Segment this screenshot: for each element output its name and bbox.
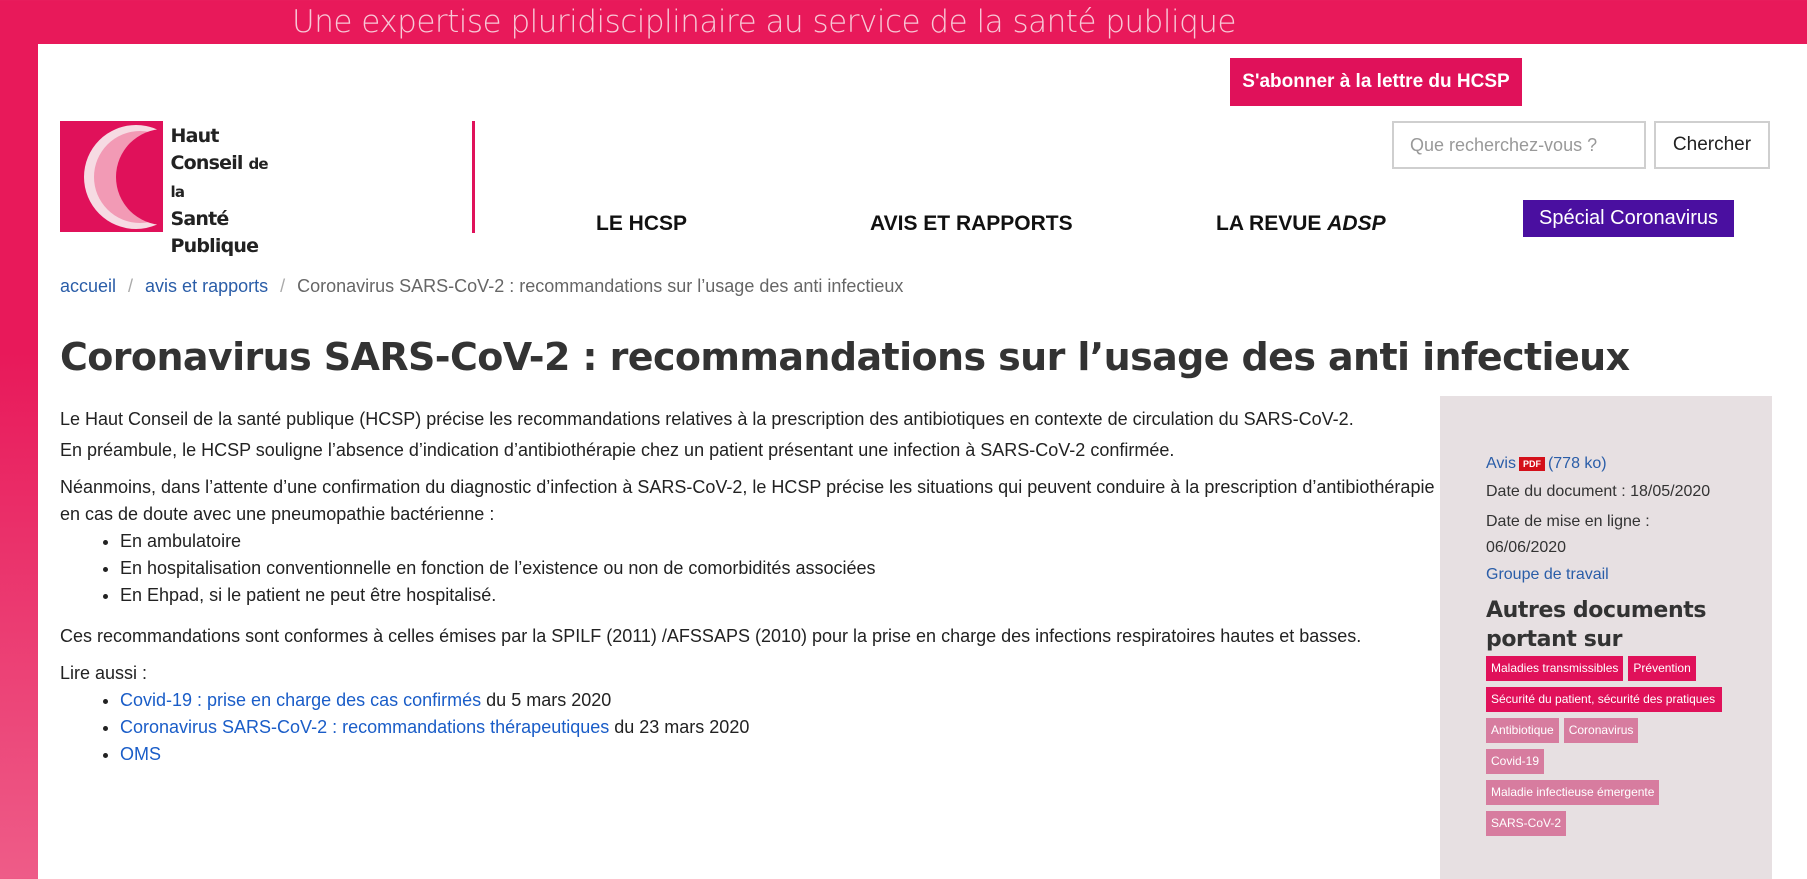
tag-coronavirus[interactable]: Coronavirus <box>1564 718 1639 743</box>
paragraph-conformity: Ces recommandations sont conformes à celles émises par la SPILF (2011) /AFSSAPS (2010) pour la prise en charge des infections respiratoires hautes et basses. <box>60 626 1362 646</box>
avis-pdf-size[interactable]: (778 ko) <box>1547 455 1607 472</box>
nav-avis-et-rapports[interactable]: AVIS ET RAPPORTS <box>870 212 1073 235</box>
list-item <box>120 687 1450 714</box>
workgroup-link[interactable]: Groupe de travail <box>1486 566 1609 583</box>
document-sidebar <box>1440 396 1772 879</box>
logo-line-haut: Haut <box>170 125 219 147</box>
article-content <box>60 406 1450 768</box>
related-link-date: du 5 mars 2020 <box>481 690 612 710</box>
logo-line-sante: Santé <box>170 208 229 230</box>
list-item: • En hospitalisation conventionnelle en fonction de l’existence ou non de comorbidités associées <box>120 555 1450 582</box>
site-tagline: Une expertise pluridisciplinaire au service de la santé publique <box>292 4 1236 40</box>
read-also-label: Lire aussi : <box>60 663 148 683</box>
avis-download[interactable] <box>1486 451 1726 477</box>
related-link-date: du 23 mars 2020 <box>609 717 750 737</box>
tag-antibiotique[interactable]: Antibiotique <box>1486 718 1559 743</box>
logo-line-publique: Publique <box>170 235 259 257</box>
list-item <box>120 714 1450 741</box>
tag-securite-du-patient[interactable]: Sécurité du patient, sécurité des pratiques <box>1486 687 1722 712</box>
list-item: • En Ehpad, si le patient ne peut être hospitalisé. <box>120 582 1450 609</box>
nav-la-revue-adsp[interactable] <box>1216 204 1386 244</box>
logo-text <box>163 121 281 257</box>
tag-covid-19[interactable]: Covid-19 <box>1486 749 1544 774</box>
breadcrumb-separator: / <box>128 275 134 296</box>
related-link-oms[interactable]: OMS <box>120 744 162 764</box>
related-links-list <box>120 687 1450 768</box>
online-date-value: 06/06/2020 <box>1486 539 1567 556</box>
tag-prevention[interactable]: Prévention <box>1628 656 1695 681</box>
tag-maladies-transmissibles[interactable]: Maladies transmissibles <box>1486 656 1623 681</box>
header-divider <box>472 121 475 233</box>
nav-special-coronavirus[interactable]: Spécial Coronavirus <box>1523 200 1734 237</box>
breadcrumb-current: Coronavirus SARS-CoV-2 : recommandations sur l’usage des anti infectieux <box>297 275 904 296</box>
nav-revue-label: LA REVUE <box>1216 212 1328 235</box>
situations-list <box>120 528 1450 609</box>
search-input[interactable]: Que recherchez-vous ? <box>1392 121 1646 169</box>
related-link-recommandations-therapeutiques[interactable]: Coronavirus SARS-CoV-2 : recommandations thérapeutiques <box>120 717 610 737</box>
nav-le-hcsp[interactable]: LE HCSP <box>596 212 688 235</box>
other-documents-heading: Autres documents portant sur <box>1486 598 1707 652</box>
search-button[interactable]: Chercher <box>1654 121 1770 169</box>
tag-maladie-infectieuse-emergente[interactable]: Maladie infectieuse émergente <box>1486 780 1659 805</box>
paragraph-preamble: En préambule, le HCSP souligne l’absence d’indication d’antibiothérapie chez un patient présentant une infection à SARS-CoV-2 confirmée. <box>60 440 1175 460</box>
logo-word-conseil: Conseil <box>170 152 243 174</box>
paragraph-situations: Néanmoins, dans l’attente d’une confirmation du diagnostic d’infection à SARS-CoV-2, le HCSP précise les situations qui peuvent conduire à la prescription d’antibiothérapie en cas de doute avec une pneumopathie bactérienne : <box>60 477 1435 524</box>
logo-crescent-icon <box>60 121 163 232</box>
hcsp-logo[interactable] <box>60 121 280 257</box>
breadcrumb <box>60 272 903 300</box>
nav-revue-adsp: ADSP <box>1327 212 1386 235</box>
breadcrumb-section-link[interactable]: avis et rapports <box>145 275 269 296</box>
page-container <box>38 44 1807 879</box>
list-item <box>120 741 1450 768</box>
related-link-covid19-prise-en-charge[interactable]: Covid-19 : prise en charge des cas confirmés <box>120 690 482 710</box>
breadcrumb-separator: / <box>280 275 286 296</box>
logo-word-de-la: de la <box>170 155 268 201</box>
breadcrumb-home-link[interactable]: accueil <box>60 275 117 296</box>
document-date: Date du document : 18/05/2020 <box>1486 483 1711 500</box>
avis-pdf-link[interactable]: Avis <box>1486 455 1516 472</box>
tag-sars-cov-2[interactable]: SARS-CoV-2 <box>1486 811 1566 836</box>
list-item: • En ambulatoire <box>120 528 1450 555</box>
page-title: Coronavirus SARS-CoV-2 : recommandations sur l’usage des anti infectieux <box>60 335 1630 379</box>
logo-line-conseil <box>171 150 281 206</box>
paragraph-intro: Le Haut Conseil de la santé publique (HCSP) précise les recommandations relatives à la prescription des antibiotiques en contexte de circulation du SARS-CoV-2. <box>60 409 1354 429</box>
subscribe-newsletter-button[interactable]: S'abonner à la lettre du HCSP <box>1230 58 1522 106</box>
topic-tags <box>1486 656 1726 836</box>
spacer <box>60 609 1450 623</box>
online-date-label: Date de mise en ligne : <box>1486 513 1650 530</box>
pdf-icon: PDF <box>1519 457 1545 471</box>
